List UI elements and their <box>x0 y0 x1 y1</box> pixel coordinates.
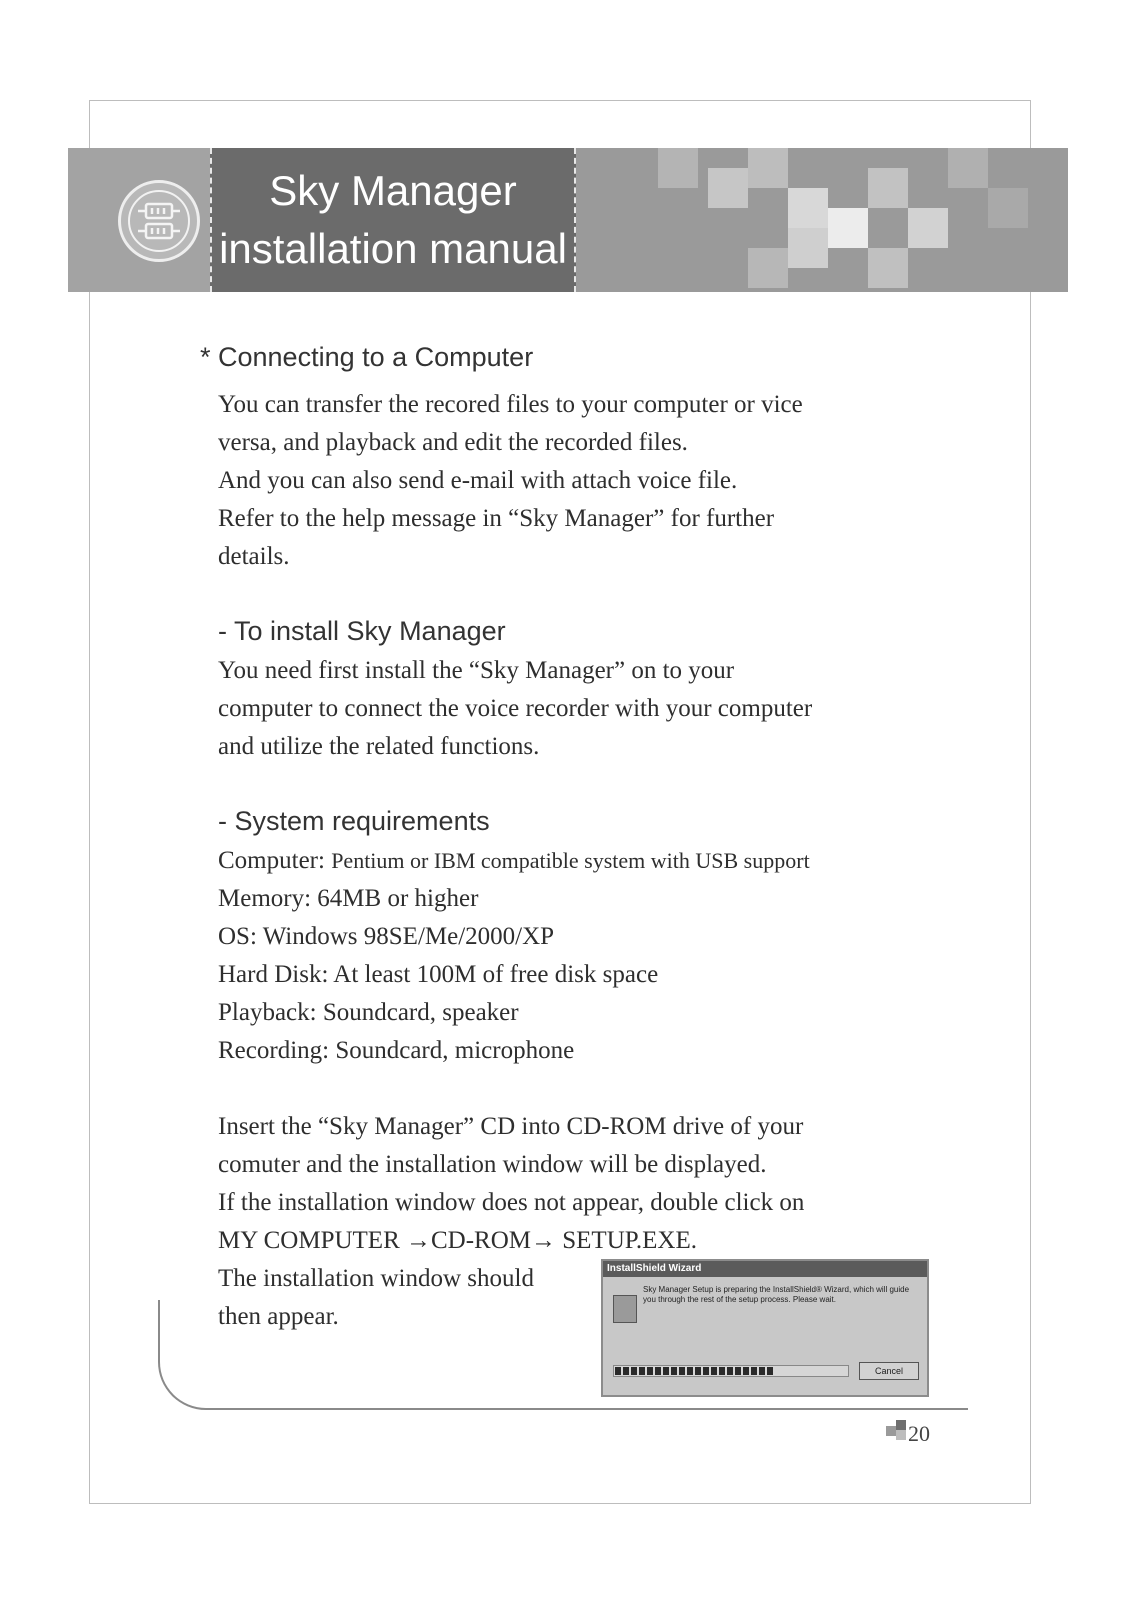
setup-computer-icon <box>613 1295 637 1323</box>
computer-label: Computer: <box>218 847 325 874</box>
intro-line: You can transfer the recored files to your computer or vice <box>218 391 803 418</box>
insert-line: then appear. <box>218 1303 339 1330</box>
computer-value: Pentium or IBM compatible system with USB support <box>331 848 810 873</box>
main-content <box>200 340 970 1336</box>
requirement-item: Memory: 64MB or higher <box>218 885 479 912</box>
header-banner <box>68 148 1068 292</box>
intro-line: And you can also send e-mail with attach voice file. <box>218 467 738 494</box>
intro-line: versa, and playback and edit the recorded files. <box>218 429 688 456</box>
install-line: computer to connect the voice recorder with your computer <box>218 695 813 722</box>
install-line: You need first install the “Sky Manager” on to your <box>218 657 735 684</box>
dialog-message: Sky Manager Setup is preparing the InstallShield® Wizard, which will guide you through the rest of the setup process. Please wait. <box>643 1285 910 1304</box>
progress-bar <box>613 1365 849 1377</box>
dialog-title: InstallShield Wizard <box>603 1261 927 1277</box>
insert-line: comuter and the installation window will be displayed. <box>218 1151 767 1178</box>
page-subtitle: installation manual <box>219 225 567 272</box>
intro-line: details. <box>218 543 290 570</box>
install-heading: - To install Sky Manager <box>218 616 506 646</box>
footer-rule <box>206 1408 968 1410</box>
requirement-computer <box>218 842 970 880</box>
progress-fill <box>615 1367 773 1375</box>
insert-line: If the installation window does not appear, double click on <box>218 1189 805 1216</box>
section-heading: * Connecting to a Computer <box>200 342 534 372</box>
requirement-item: Recording: Soundcard, microphone <box>218 1037 575 1064</box>
installshield-dialog <box>601 1259 929 1397</box>
intro-line: Refer to the help message in “Sky Manager” for further <box>218 505 775 532</box>
requirement-item: OS: Windows 98SE/Me/2000/XP <box>218 923 555 950</box>
insert-line: MY COMPUTER →CD-ROM→ SETUP.EXE. <box>218 1227 697 1254</box>
install-line: and utilize the related functions. <box>218 733 540 760</box>
sysreq-heading: - System requirements <box>218 806 490 836</box>
mosaic-decoration <box>548 148 1068 292</box>
page-mark-icon <box>886 1420 908 1442</box>
cancel-button[interactable]: Cancel <box>859 1362 919 1380</box>
requirement-item: Playback: Soundcard, speaker <box>218 999 519 1026</box>
insert-line: The installation window should <box>218 1265 534 1292</box>
page-number: 20 <box>908 1421 930 1446</box>
requirement-item: Hard Disk: At least 100M of free disk space <box>218 961 659 988</box>
connector-plug-icon <box>118 180 200 262</box>
page-title: Sky Manager <box>269 167 517 214</box>
title-box <box>210 148 576 292</box>
insert-line: Insert the “Sky Manager” CD into CD-ROM drive of your <box>218 1113 804 1140</box>
